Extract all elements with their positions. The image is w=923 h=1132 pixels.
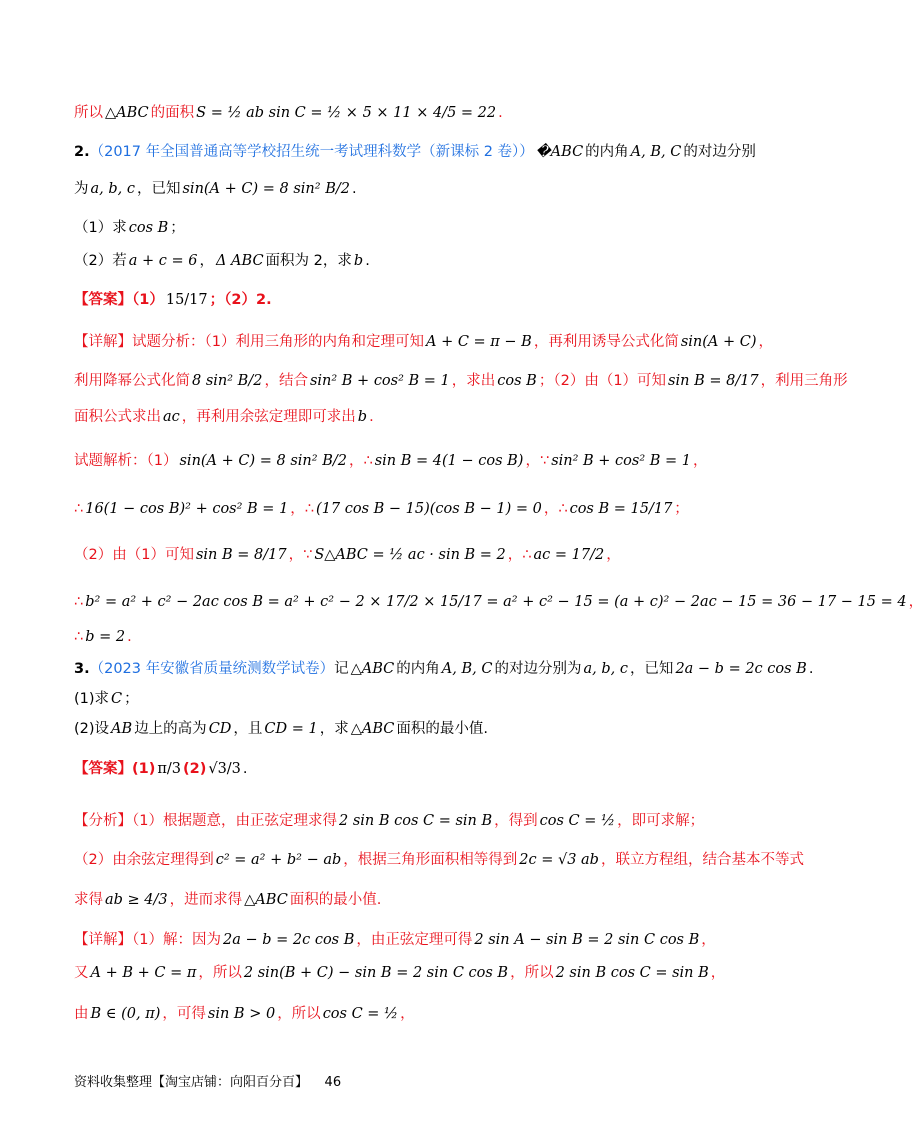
text-segment: ，	[606, 547, 621, 563]
text-segment: ∴	[74, 594, 84, 610]
formula-segment: △ABC	[350, 721, 395, 737]
text-segment: ，结合	[264, 373, 308, 389]
text-line-l1	[74, 104, 740, 123]
formula-segment: 2 sin(B + C) − sin B = 2 sin C cos B	[243, 965, 509, 981]
text-segment: 面积为 2，求	[265, 253, 352, 269]
text-segment: .	[242, 761, 248, 777]
formula-segment: sin(A + C) = 8 sin² B/2	[182, 181, 350, 197]
text-line-l16	[74, 690, 740, 709]
text-segment: （2017 年全国普通高等学校招生统一考试理科数学（新课标 2 卷））	[89, 144, 534, 160]
formula-segment: △ABC	[350, 661, 395, 677]
text-segment: .	[808, 661, 814, 677]
text-segment: 【答案】(1)	[74, 761, 156, 777]
formula-segment: A + C = π − B	[425, 334, 532, 350]
text-segment: 边上的高为	[134, 721, 207, 737]
formula-segment: A + B + C = π	[90, 965, 197, 981]
text-segment: 又	[74, 965, 89, 981]
formula-segment: 2 sin A − sin B = 2 sin C cos B	[474, 932, 700, 948]
text-line-l3	[74, 180, 740, 199]
text-segment: ，	[701, 932, 716, 948]
text-line-l7	[74, 333, 774, 352]
text-line-l23	[74, 964, 740, 983]
formula-segment: b = 2	[85, 629, 126, 645]
text-segment: 的对边分别	[683, 144, 756, 160]
formula-segment: 15/17	[165, 292, 208, 308]
formula-segment: c² = a² + b² − ab	[215, 852, 342, 868]
text-segment: ，∴	[290, 501, 315, 517]
text-segment: ，利用三角形	[760, 373, 848, 389]
text-segment: （1）求	[74, 220, 127, 236]
text-segment: 的面积	[150, 105, 195, 121]
text-segment: ，∴	[507, 547, 532, 563]
formula-segment: a, b, c	[90, 181, 135, 197]
text-segment: ∴	[74, 629, 84, 645]
text-segment: ；	[170, 220, 185, 236]
page-number: 46	[324, 1075, 342, 1090]
text-segment: ，由正弦定理可得	[356, 932, 473, 948]
formula-segment: CD	[208, 721, 232, 737]
text-segment: （2023 年安徽省质量统测数学试卷）	[89, 661, 335, 677]
text-line-l2	[74, 143, 756, 162]
formula-segment: √3/3	[208, 761, 241, 777]
text-segment: ，所以	[277, 1006, 321, 1022]
text-line-l4	[74, 219, 740, 238]
formula-segment: 2a − b = 2c cos B	[675, 661, 807, 677]
text-segment: ，∴	[543, 501, 568, 517]
text-line-l6	[74, 291, 740, 310]
formula-segment: △ABC	[244, 892, 288, 908]
text-segment: ，得到	[494, 813, 538, 829]
text-line-l8	[74, 372, 848, 391]
page-footer	[74, 1071, 341, 1090]
text-segment: .	[369, 409, 374, 425]
text-line-l5	[74, 252, 740, 271]
formula-segment: a + c = 6	[128, 253, 198, 269]
formula-segment: AB	[111, 721, 133, 737]
text-segment: ，且	[233, 721, 263, 737]
text-segment: 试题解析：（1）	[74, 453, 178, 469]
formula-segment: cos C = ½	[539, 813, 616, 829]
text-segment: ，所以	[510, 965, 554, 981]
text-segment: (2)	[182, 761, 207, 777]
text-line-l9	[74, 408, 740, 427]
formula-segment: △ABC	[105, 105, 149, 121]
text-segment: 【分析】（1）根据题意，由正弦定理求得	[74, 813, 337, 829]
formula-segment: sin B = 8/17	[668, 373, 759, 389]
text-line-l14	[74, 628, 740, 647]
text-line-l13	[74, 593, 923, 612]
text-segment: 利用降幂公式化简	[74, 373, 190, 389]
formula-segment: b² = a² + c² − 2ac cos B = a² + c² − 2 × 17/2 × 15/17 = a² + c² − 15 = (a + c)² − 2ac − 15 = 36 − 17 − 15 = 4	[85, 594, 907, 610]
text-segment: ，即可求解；	[617, 813, 705, 829]
text-segment: 面积的最小值.	[289, 892, 382, 908]
text-segment: ，∵	[525, 453, 550, 469]
text-segment: ，已知	[629, 661, 674, 677]
formula-segment: sin² B + cos² B = 1	[551, 453, 692, 469]
formula-segment: cos C = ½	[322, 1006, 399, 1022]
text-segment: ；（2）由（1）可知	[538, 373, 667, 389]
text-segment: ，所以	[198, 965, 242, 981]
text-segment: ，联立方程组，结合基本不等式	[600, 852, 804, 868]
text-segment: （2）若	[74, 253, 127, 269]
formula-segment: π/3	[157, 761, 181, 777]
formula-segment: sin(A + C) = 8 sin² B/2	[179, 453, 347, 469]
text-segment: (1)求	[74, 691, 110, 707]
text-line-l19	[74, 812, 740, 831]
formula-segment: 8 sin² B/2	[192, 373, 263, 389]
text-segment: .	[351, 181, 357, 197]
formula-segment: sin(A + C)	[680, 334, 757, 350]
text-segment: (2)设	[74, 721, 110, 737]
text-segment: 的内角	[585, 144, 629, 160]
text-segment: .	[365, 253, 370, 269]
text-segment: ，	[710, 965, 726, 981]
text-segment: ，根据三角形面积相等得到	[343, 852, 518, 868]
text-segment: 求得	[74, 892, 103, 908]
text-segment: ，求	[319, 721, 349, 737]
text-segment: 记	[334, 661, 349, 677]
text-segment: 【详解】（1）解：因为	[74, 932, 221, 948]
text-line-l22	[74, 931, 740, 950]
text-segment: ，	[693, 453, 708, 469]
text-segment: ，	[199, 253, 214, 269]
formula-segment: �ABC	[535, 144, 584, 160]
formula-segment: A, B, C	[630, 144, 682, 160]
text-line-l18	[74, 760, 740, 779]
text-line-l15	[74, 660, 814, 679]
text-segment: ，∴	[348, 453, 373, 469]
text-segment: ，	[908, 594, 923, 610]
text-segment: ；（2）2.	[209, 292, 272, 308]
text-line-l21	[74, 891, 740, 910]
text-segment: 为	[74, 181, 89, 197]
formula-segment: cos B	[497, 373, 537, 389]
formula-segment: b	[357, 409, 368, 425]
text-segment: ，再利用余弦定理即可求出	[181, 409, 356, 425]
formula-segment: Δ ABC	[215, 253, 264, 269]
footer-text: 资料收集整理【淘宝店铺：向阳百分百】	[74, 1075, 309, 1090]
text-segment: 面积的最小值.	[396, 721, 489, 737]
text-segment: .	[498, 105, 503, 121]
text-line-l24	[74, 1005, 740, 1024]
formula-segment: 2c = √3 ab	[519, 852, 599, 868]
text-segment: 的内角	[396, 661, 440, 677]
text-segment: 所以	[74, 105, 103, 121]
formula-segment: sin B = 8/17	[195, 547, 287, 563]
text-line-l10	[74, 452, 740, 471]
formula-segment: cos B	[128, 220, 169, 236]
text-segment: 由	[74, 1006, 89, 1022]
formula-segment: 2 sin B cos C = sin B	[555, 965, 709, 981]
text-segment: ∴	[74, 501, 84, 517]
text-line-l20	[74, 851, 804, 870]
formula-segment: cos B = 15/17	[569, 501, 673, 517]
text-segment: ，∵	[288, 547, 313, 563]
formula-segment: S△ABC = ½ ac · sin B = 2	[314, 547, 506, 563]
text-segment: 2.	[74, 144, 90, 160]
text-segment: 的对边分别为	[494, 661, 582, 677]
formula-segment: ac = 17/2	[533, 547, 605, 563]
formula-segment: b	[353, 253, 364, 269]
formula-segment: CD = 1	[264, 721, 318, 737]
text-line-l11	[74, 500, 740, 519]
text-segment: .	[127, 629, 132, 645]
formula-segment: B ∈ (0, π)	[90, 1006, 161, 1022]
text-segment: ；	[124, 691, 139, 707]
formula-segment: C	[111, 691, 123, 707]
formula-segment: 16(1 − cos B)² + cos² B = 1	[85, 501, 289, 517]
formula-segment: S = ½ ab sin C = ½ × 5 × 11 × 4/5 = 22	[196, 105, 497, 121]
text-segment: ，	[758, 334, 774, 350]
text-segment: ，	[400, 1006, 415, 1022]
formula-segment: ab ≥ 4/3	[105, 892, 168, 908]
text-line-l12	[74, 546, 740, 565]
formula-segment: 2 sin B cos C = sin B	[338, 813, 493, 829]
formula-segment: sin B > 0	[207, 1006, 276, 1022]
text-segment: 【详解】试题分析：（1）利用三角形的内角和定理可知	[74, 334, 424, 350]
text-segment: ；	[674, 501, 689, 517]
formula-segment: a, b, c	[583, 661, 628, 677]
text-line-l17	[74, 720, 740, 739]
text-segment: ，已知	[136, 181, 181, 197]
formula-segment: ac	[163, 409, 180, 425]
text-segment: 3.	[74, 661, 90, 677]
formula-segment: (17 cos B − 15)(cos B − 1) = 0	[316, 501, 542, 517]
text-segment: （2）由（1）可知	[74, 547, 194, 563]
text-segment: （2）由余弦定理得到	[74, 852, 214, 868]
formula-segment: 2a − b = 2c cos B	[222, 932, 355, 948]
formula-segment: sin² B + cos² B = 1	[309, 373, 450, 389]
text-segment: 面积公式求出	[74, 409, 161, 425]
formula-segment: sin B = 4(1 − cos B)	[374, 453, 524, 469]
text-segment: 【答案】（1）	[74, 292, 164, 308]
formula-segment: A, B, C	[441, 661, 493, 677]
text-segment: ，求出	[451, 373, 496, 389]
text-segment: ，再利用诱导公式化简	[533, 334, 679, 350]
text-segment: ，进而求得	[169, 892, 243, 908]
text-segment: ，可得	[162, 1006, 206, 1022]
